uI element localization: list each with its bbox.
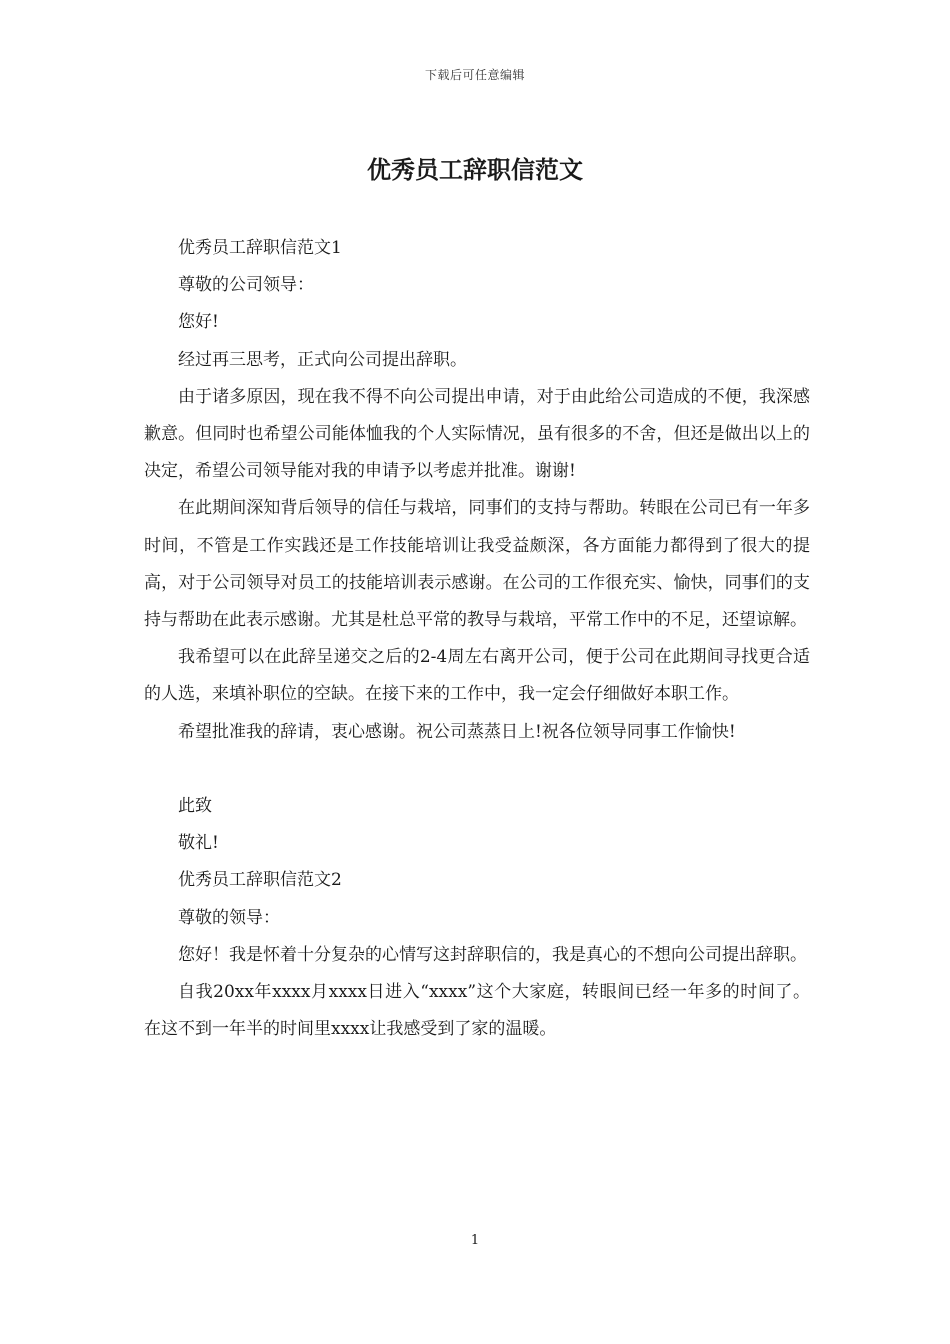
section-heading-1: 优秀员工辞职信范文1 bbox=[178, 238, 342, 258]
paragraph: 您好！我是怀着十分复杂的心情写这封辞职信的，我是真心的不想向公司提出辞职。 bbox=[178, 944, 807, 965]
document-body bbox=[144, 230, 810, 1048]
paragraph: 在此期间深知背后领导的信任与栽培，同事们的支持与帮助。转眼在公司已有一年多时间，不管是工作实践还是工作技能培训让我受益颇深，各方面能力都得到了很大的提高，对于公司领导对员工的技能培训表示感谢。在公司的工作很充实、愉快，同事们的支持与帮助在此表示感谢。尤其是杜总平常的教导与栽培，平常工作中的不足，还望谅解。 bbox=[144, 498, 810, 631]
paragraph: 由于诸多原因，现在我不得不向公司提出申请，对于由此给公司造成的不便，我深感歉意。但同时也希望公司能体恤我的个人实际情况，虽有很多的不舍，但还是做出以上的决定，希望公司领导能对我的申请予以考虑并批准。谢谢! bbox=[144, 386, 810, 482]
blank-line bbox=[144, 751, 810, 788]
greeting: 您好! bbox=[178, 312, 219, 333]
page-number: 1 bbox=[470, 1233, 480, 1248]
salutation: 尊敬的公司领导： bbox=[178, 275, 314, 296]
paragraph: 我希望可以在此辞呈递交之后的2-4周左右离开公司，便于公司在此期间寻找更合适的人选，来填补职位的空缺。在接下来的工作中，我一定会仔细做好本职工作。 bbox=[144, 647, 810, 705]
section-heading-2: 优秀员工辞职信范文2 bbox=[178, 870, 342, 891]
paragraph: 希望批准我的辞请，衷心感谢。祝公司蒸蒸日上!祝各位领导同事工作愉快! bbox=[178, 721, 736, 742]
closing: 此致 bbox=[178, 796, 212, 817]
document-title: 优秀员工辞职信范文 bbox=[367, 155, 583, 184]
salutation: 尊敬的领导： bbox=[178, 907, 280, 928]
closing-regards: 敬礼! bbox=[178, 833, 219, 854]
header-note: 下载后可任意编辑 bbox=[424, 68, 525, 82]
paragraph: 自我20xx年xxxx月xxxx日进入“xxxx”这个大家庭，转眼间已经一年多的时间了。在这不到一年半的时间里xxxx让我感受到了家的温暖。 bbox=[144, 982, 810, 1040]
paragraph: 经过再三思考，正式向公司提出辞职。 bbox=[178, 349, 467, 370]
